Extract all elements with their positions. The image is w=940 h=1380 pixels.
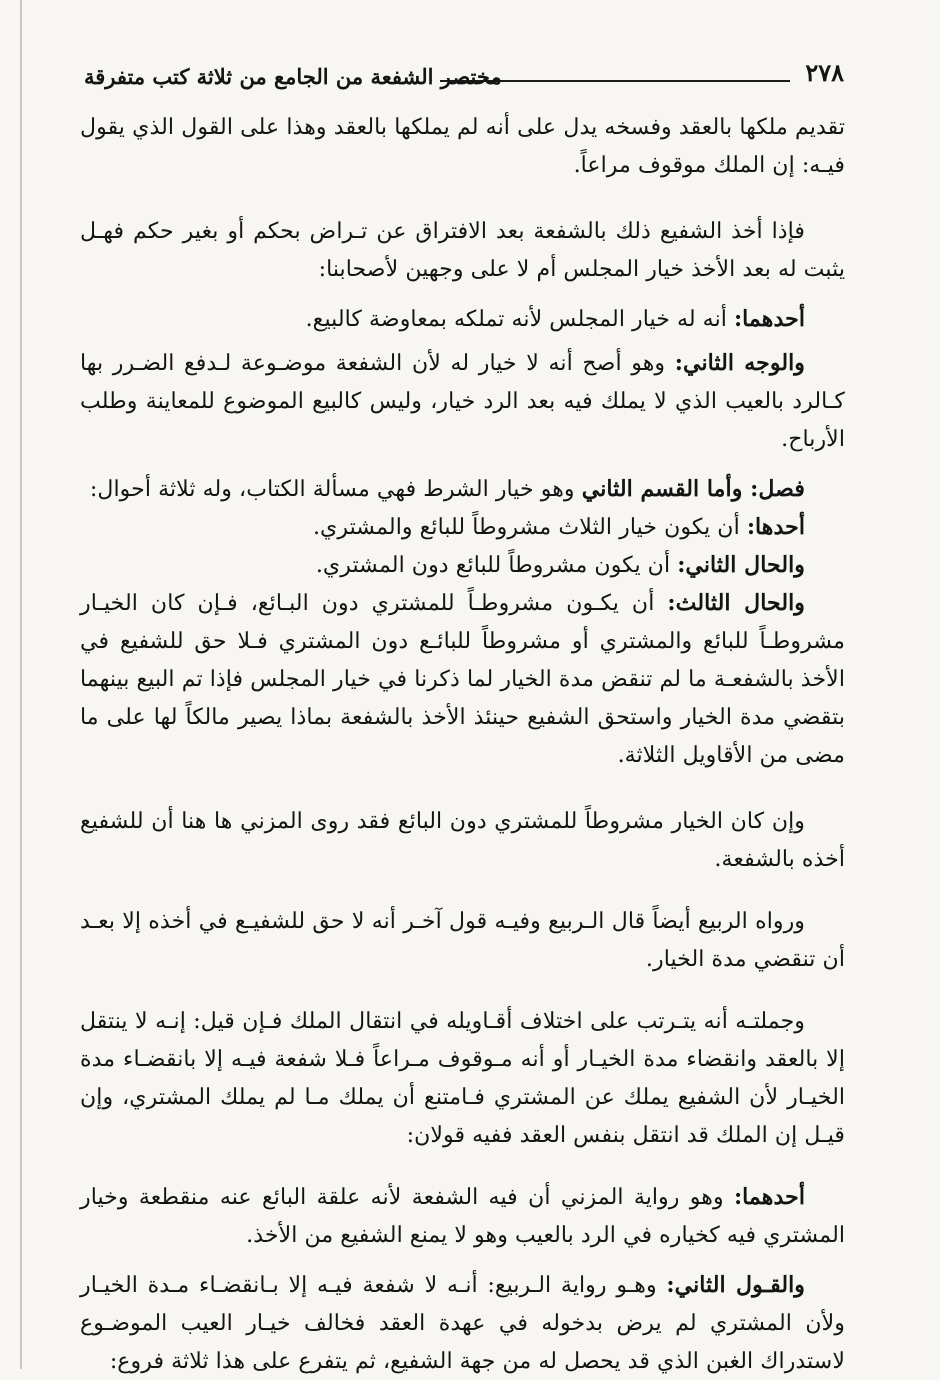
- paragraph-4: [80, 344, 845, 458]
- paragraph-5: [80, 470, 845, 508]
- page-body: [80, 108, 845, 1374]
- paragraph-text: تقديم ملكها بالعقد وفسخه يدل على أنه لم يملكها بالعقد وهذا على القول الذي يقول فيـه: إن الملك موقوف مراعاً.: [80, 114, 845, 178]
- paragraph-text: وإن كان الخيار مشروطاً للمشتري دون البائع فقد روى المزني ها هنا أن للشفيع أخذه بالشفعة.: [80, 808, 845, 872]
- page-header: [70, 58, 850, 98]
- paragraph-3: [80, 300, 845, 338]
- paragraph-lead: أحدهما:: [733, 306, 805, 332]
- paragraph-10: [80, 902, 845, 978]
- paragraph-lead: والحال الثاني:: [677, 552, 805, 578]
- paragraph-text: وهـو رواية الـربيع: أنـه لا شفعة فيـه إلا بـانقضـاء مـدة الخيـار ولأن المشتري لم يرض بدخوله في عهدة العقد فخالف خيـار العيب الموضـوع لاستدراك الغبن الذي قد يحصل له من جهة الشفيع، ثم يتفرع على هذا ثلاثة فروع:: [80, 1272, 845, 1374]
- paragraph-lead: والقـول الثاني:: [666, 1272, 805, 1298]
- page-number: ٢٧٨: [805, 58, 844, 87]
- scan-edge-line: [20, 0, 22, 1369]
- paragraph-6: [80, 508, 845, 546]
- paragraph-11: [80, 1002, 845, 1154]
- paragraph-lead: والوجه الثاني:: [674, 350, 805, 376]
- paragraph-1: [80, 108, 845, 184]
- paragraph-lead: والحال الثالث:: [667, 590, 806, 616]
- paragraph-text: وهو خيار الشرط فهي مسألة الكتاب، وله ثلاثة أحوال:: [89, 476, 582, 502]
- paragraph-text: أن يكون مشروطاً للبائع دون المشتري.: [315, 552, 678, 578]
- paragraph-text: فإذا أخذ الشفيع ذلك بالشفعة بعد الافتراق عن تـراض بحكم أو بغير حكم فهـل يثبت له بعد الأخذ خيار المجلس أم لا على وجهين لأصحابنا:: [80, 218, 845, 282]
- paragraph-text: وجملتـه أنه يتـرتب على اختلاف أقـاويله في انتقال الملك فـإن قيل: إنـه لا ينتقل إلا بالعقد وانقضاء مدة الخيـار أو أنه مـوقوف مـراعاً فـلا شفعة فيـه إلا بانقضـاء مدة الخيـار لأن الشفيع يملك عن المشتري فـامتنع أن يملك مـا لم يملك المشتري، وإن قيـل إن الملك قد انتقل بنفس العقد ففيه قولان:: [80, 1008, 845, 1148]
- paragraph-text: ورواه الربيع أيضاً قال الـربيع وفيـه قول آخـر أنه لا حق للشفيـع في أخذه إلا بعـد أن تنقضي مدة الخيار.: [80, 908, 845, 972]
- paragraph-13: [80, 1266, 845, 1380]
- paragraph-12: [80, 1178, 845, 1254]
- paragraph-8: [80, 584, 845, 774]
- running-title: مختصر الشفعة من الجامع من ثلاثة كتب متفرقة: [84, 64, 502, 89]
- paragraph-text: أنه له خيار المجلس لأنه تملكه بمعاوضة كالبيع.: [305, 306, 734, 332]
- paragraph-2: [80, 212, 845, 288]
- paragraph-text: وهو رواية المزني أن فيه الشفعة لأنه علقة البائع عنه منقطعة وخيار المشتري فيه كخياره في الرد بالعيب وهو لا يمنع الشفيع من الأخذ.: [80, 1184, 845, 1248]
- paragraph-9: [80, 802, 845, 878]
- paragraph-lead: أحدهما:: [733, 1184, 805, 1210]
- paragraph-7: [80, 546, 845, 584]
- paragraph-lead: أحدها:: [746, 514, 805, 540]
- paragraph-text: أن يكون خيار الثلاث مشروطاً للبائع والمشتري.: [312, 514, 747, 540]
- paragraph-lead: فصل: وأما القسم الثاني: [581, 476, 805, 502]
- paragraph-text: وهو أصح أنه لا خيار له لأن الشفعة موضـوعة لـدفع الضـرر بها كـالرد بالعيب الذي لا يملك فيه بعد الرد خيار، وليس كالبيع الموضوع للمعاينة وطلب الأرباح.: [80, 350, 845, 452]
- paragraph-text: أن يكـون مشروطـاً للمشتري دون البـائع، فـإن كان الخيـار مشروطـاً للبائع والمشتري أو مشروطاً للبائـع دون المشتري فـلا حق للشفيع في الأخذ بالشفعـة ما لم تنقض مدة الخيار لما ذكرنا في خيار المجلس فإذا تم البيع بينهما بتقضي مدة الخيار واستحق الشفيع حينئذ الأخذ بالشفعة بماذا يصير مالكاً لها على ما مضى من الأقاويل الثلاثة.: [80, 590, 845, 768]
